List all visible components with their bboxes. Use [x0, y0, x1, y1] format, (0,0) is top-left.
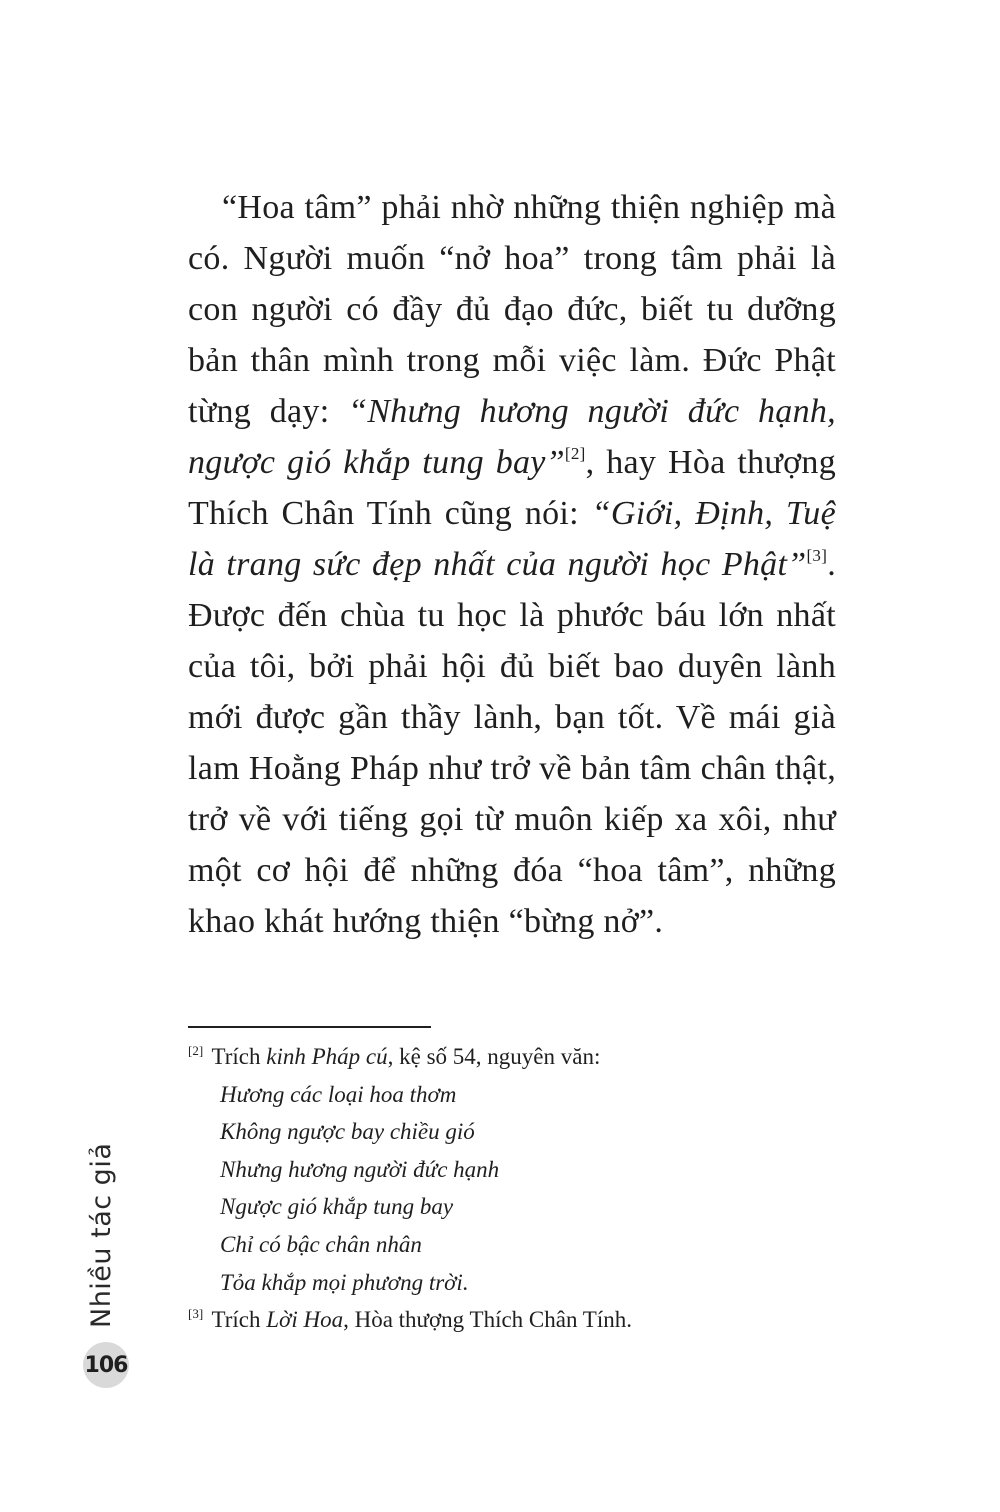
footnote-3: [188, 1301, 836, 1339]
footnote-source: Lời Hoa: [266, 1307, 344, 1333]
verse-line: Chỉ có bậc chân nhân: [220, 1231, 422, 1257]
footnote-text: Trích: [206, 1044, 267, 1069]
footnote-mark: [3]: [188, 1306, 204, 1322]
quote-buddha: “Nhưng hương người đức hạnh, ngược gió khắp tung bay”: [188, 393, 836, 481]
footnote-ref-2[interactable]: [2]: [564, 444, 586, 463]
page-number: 106: [84, 1352, 128, 1378]
page-number-badge: [83, 1342, 129, 1388]
verse-line: Hương các loại hoa thơm: [220, 1081, 457, 1107]
verse-line: Ngược gió khắp tung bay: [220, 1194, 454, 1220]
quote-thich-chan-tinh: “Giới, Định, Tuệ là trang sức đẹp nhất của người học Phật”: [188, 495, 836, 583]
paragraph-text: “Hoa tâm” phải nhờ những thiện nghiệp mà có. Người muốn “nở hoa” trong tâm phải là con người có đầy đủ đạo đức, biết tu dưỡng bản thân mình trong mỗi việc làm. Đức Phật từng dạy:: [188, 189, 836, 430]
footnote-source: kinh Pháp cú: [266, 1044, 388, 1069]
paragraph-text: , hay Hòa thượng Thích Chân Tính cũng nói:: [188, 444, 837, 532]
footnote-2: [188, 1038, 836, 1076]
footnotes: [188, 1038, 836, 1339]
footnote-mark: [2]: [188, 1043, 204, 1058]
body-paragraph: [188, 182, 836, 947]
footnote-text: , kệ số 54, nguyên văn:: [387, 1044, 601, 1069]
verse-line: Tỏa khắp mọi phương trời.: [220, 1269, 469, 1295]
verse-line: Nhưng hương người đức hạnh: [220, 1156, 500, 1182]
footnote-divider: [188, 1026, 431, 1028]
author-side-label: Nhiều tác giả: [86, 1142, 117, 1328]
footnote-text: Trích: [206, 1307, 267, 1333]
verse-line: Không ngược bay chiều gió: [220, 1119, 475, 1145]
footnote-text: , Hòa thượng Thích Chân Tính.: [343, 1307, 632, 1333]
paragraph-text: . Được đến chùa tu học là phước báu lớn nhất của tôi, bởi phải hội đủ biết bao duyên lành mới được gần thầy lành, bạn tốt. Về mái già lam Hoằng Pháp như trở về bản tâm chân thật, trở về với tiếng gọi từ muôn kiếp xa xôi, như một cơ hội để những đóa “hoa tâm”, những khao khát hướng thiện “bừng nở”.: [188, 546, 836, 940]
footnote-ref-3[interactable]: [3]: [806, 546, 828, 565]
